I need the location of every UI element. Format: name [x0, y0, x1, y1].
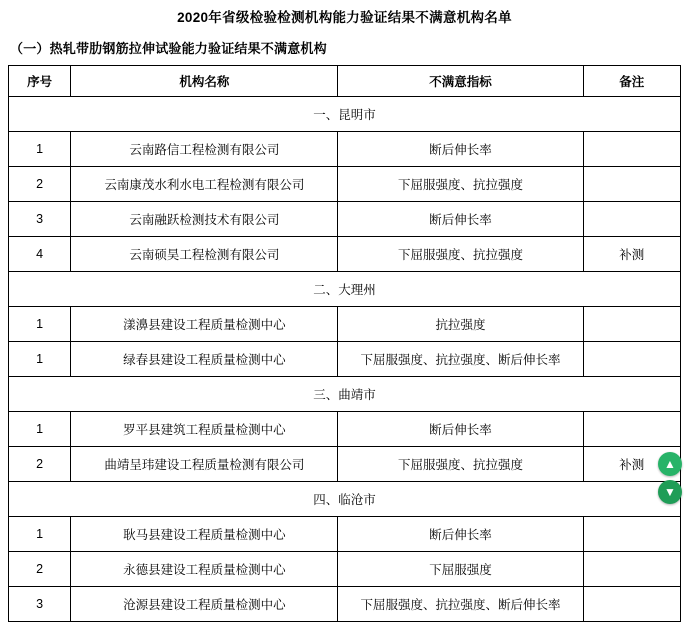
- table-group-row: [9, 482, 681, 517]
- cell-org: 云南康茂水利水电工程检测有限公司: [71, 167, 338, 202]
- table-row: [9, 552, 681, 587]
- cell-no: 2: [9, 447, 71, 482]
- cell-remark: [583, 587, 680, 622]
- cell-index: 下屈服强度、抗拉强度: [338, 447, 583, 482]
- cell-org: 永德县建设工程质量检测中心: [71, 552, 338, 587]
- table-row: [9, 132, 681, 167]
- cell-no: 1: [9, 132, 71, 167]
- cell-no: 4: [9, 237, 71, 272]
- cell-no: 2: [9, 167, 71, 202]
- cell-org: 耿马县建设工程质量检测中心: [71, 517, 338, 552]
- column-header-remark: 备注: [583, 66, 680, 97]
- cell-index: 抗拉强度: [338, 307, 583, 342]
- table-row: [9, 412, 681, 447]
- results-table: [8, 65, 681, 622]
- table-row: [9, 587, 681, 622]
- column-header-no: 序号: [9, 66, 71, 97]
- table-body: [9, 97, 681, 622]
- column-header-org: 机构名称: [71, 66, 338, 97]
- cell-no: 3: [9, 587, 71, 622]
- table-row: [9, 167, 681, 202]
- group-label: 一、昆明市: [9, 97, 681, 132]
- cell-no: 1: [9, 517, 71, 552]
- table-group-row: [9, 272, 681, 307]
- table-row: [9, 447, 681, 482]
- table-header-row: [9, 66, 681, 97]
- cell-remark: [583, 202, 680, 237]
- table-row: [9, 307, 681, 342]
- cell-no: 1: [9, 412, 71, 447]
- cell-index: 下屈服强度、抗拉强度: [338, 237, 583, 272]
- cell-org: 绿春县建设工程质量检测中心: [71, 342, 338, 377]
- cell-no: 2: [9, 552, 71, 587]
- group-label: 四、临沧市: [9, 482, 681, 517]
- group-label: 三、曲靖市: [9, 377, 681, 412]
- cell-remark: [583, 132, 680, 167]
- cell-remark: [583, 167, 680, 202]
- cell-index: 下屈服强度、抗拉强度、断后伸长率: [338, 587, 583, 622]
- cell-no: 1: [9, 307, 71, 342]
- cell-no: 3: [9, 202, 71, 237]
- cell-index: 下屈服强度、抗拉强度: [338, 167, 583, 202]
- table-header: [9, 66, 681, 97]
- scroll-down-icon[interactable]: ▼: [658, 480, 682, 504]
- table-row: [9, 237, 681, 272]
- table-row: [9, 202, 681, 237]
- table-row: [9, 342, 681, 377]
- cell-no: 1: [9, 342, 71, 377]
- cell-org: 沧源县建设工程质量检测中心: [71, 587, 338, 622]
- cell-remark: [583, 412, 680, 447]
- table-group-row: [9, 97, 681, 132]
- cell-org: 罗平县建筑工程质量检测中心: [71, 412, 338, 447]
- cell-org: 云南路信工程检测有限公司: [71, 132, 338, 167]
- cell-org: 云南硕昊工程检测有限公司: [71, 237, 338, 272]
- table-row: [9, 517, 681, 552]
- page-title: 2020年省级检验检测机构能力验证结果不满意机构名单: [177, 10, 512, 25]
- cell-index: 断后伸长率: [338, 412, 583, 447]
- scroll-widget[interactable]: [657, 452, 683, 504]
- cell-index: 断后伸长率: [338, 202, 583, 237]
- cell-index: 下屈服强度: [338, 552, 583, 587]
- cell-remark: [583, 307, 680, 342]
- cell-org: 漾濞县建设工程质量检测中心: [71, 307, 338, 342]
- column-header-index: 不满意指标: [338, 66, 583, 97]
- table-group-row: [9, 377, 681, 412]
- cell-remark: [583, 552, 680, 587]
- cell-remark: 补测: [583, 237, 680, 272]
- cell-remark: [583, 342, 680, 377]
- cell-org: 曲靖呈玮建设工程质量检测有限公司: [71, 447, 338, 482]
- cell-index: 下屈服强度、抗拉强度、断后伸长率: [338, 342, 583, 377]
- cell-index: 断后伸长率: [338, 132, 583, 167]
- section-heading: （一）热轧带肋钢筋拉伸试验能力验证结果不满意机构: [10, 41, 327, 56]
- cell-org: 云南融跃检测技术有限公司: [71, 202, 338, 237]
- scroll-up-icon[interactable]: ▲: [658, 452, 682, 476]
- cell-remark: [583, 517, 680, 552]
- cell-index: 断后伸长率: [338, 517, 583, 552]
- cell-remark: 补测: [583, 447, 680, 482]
- group-label: 二、大理州: [9, 272, 681, 307]
